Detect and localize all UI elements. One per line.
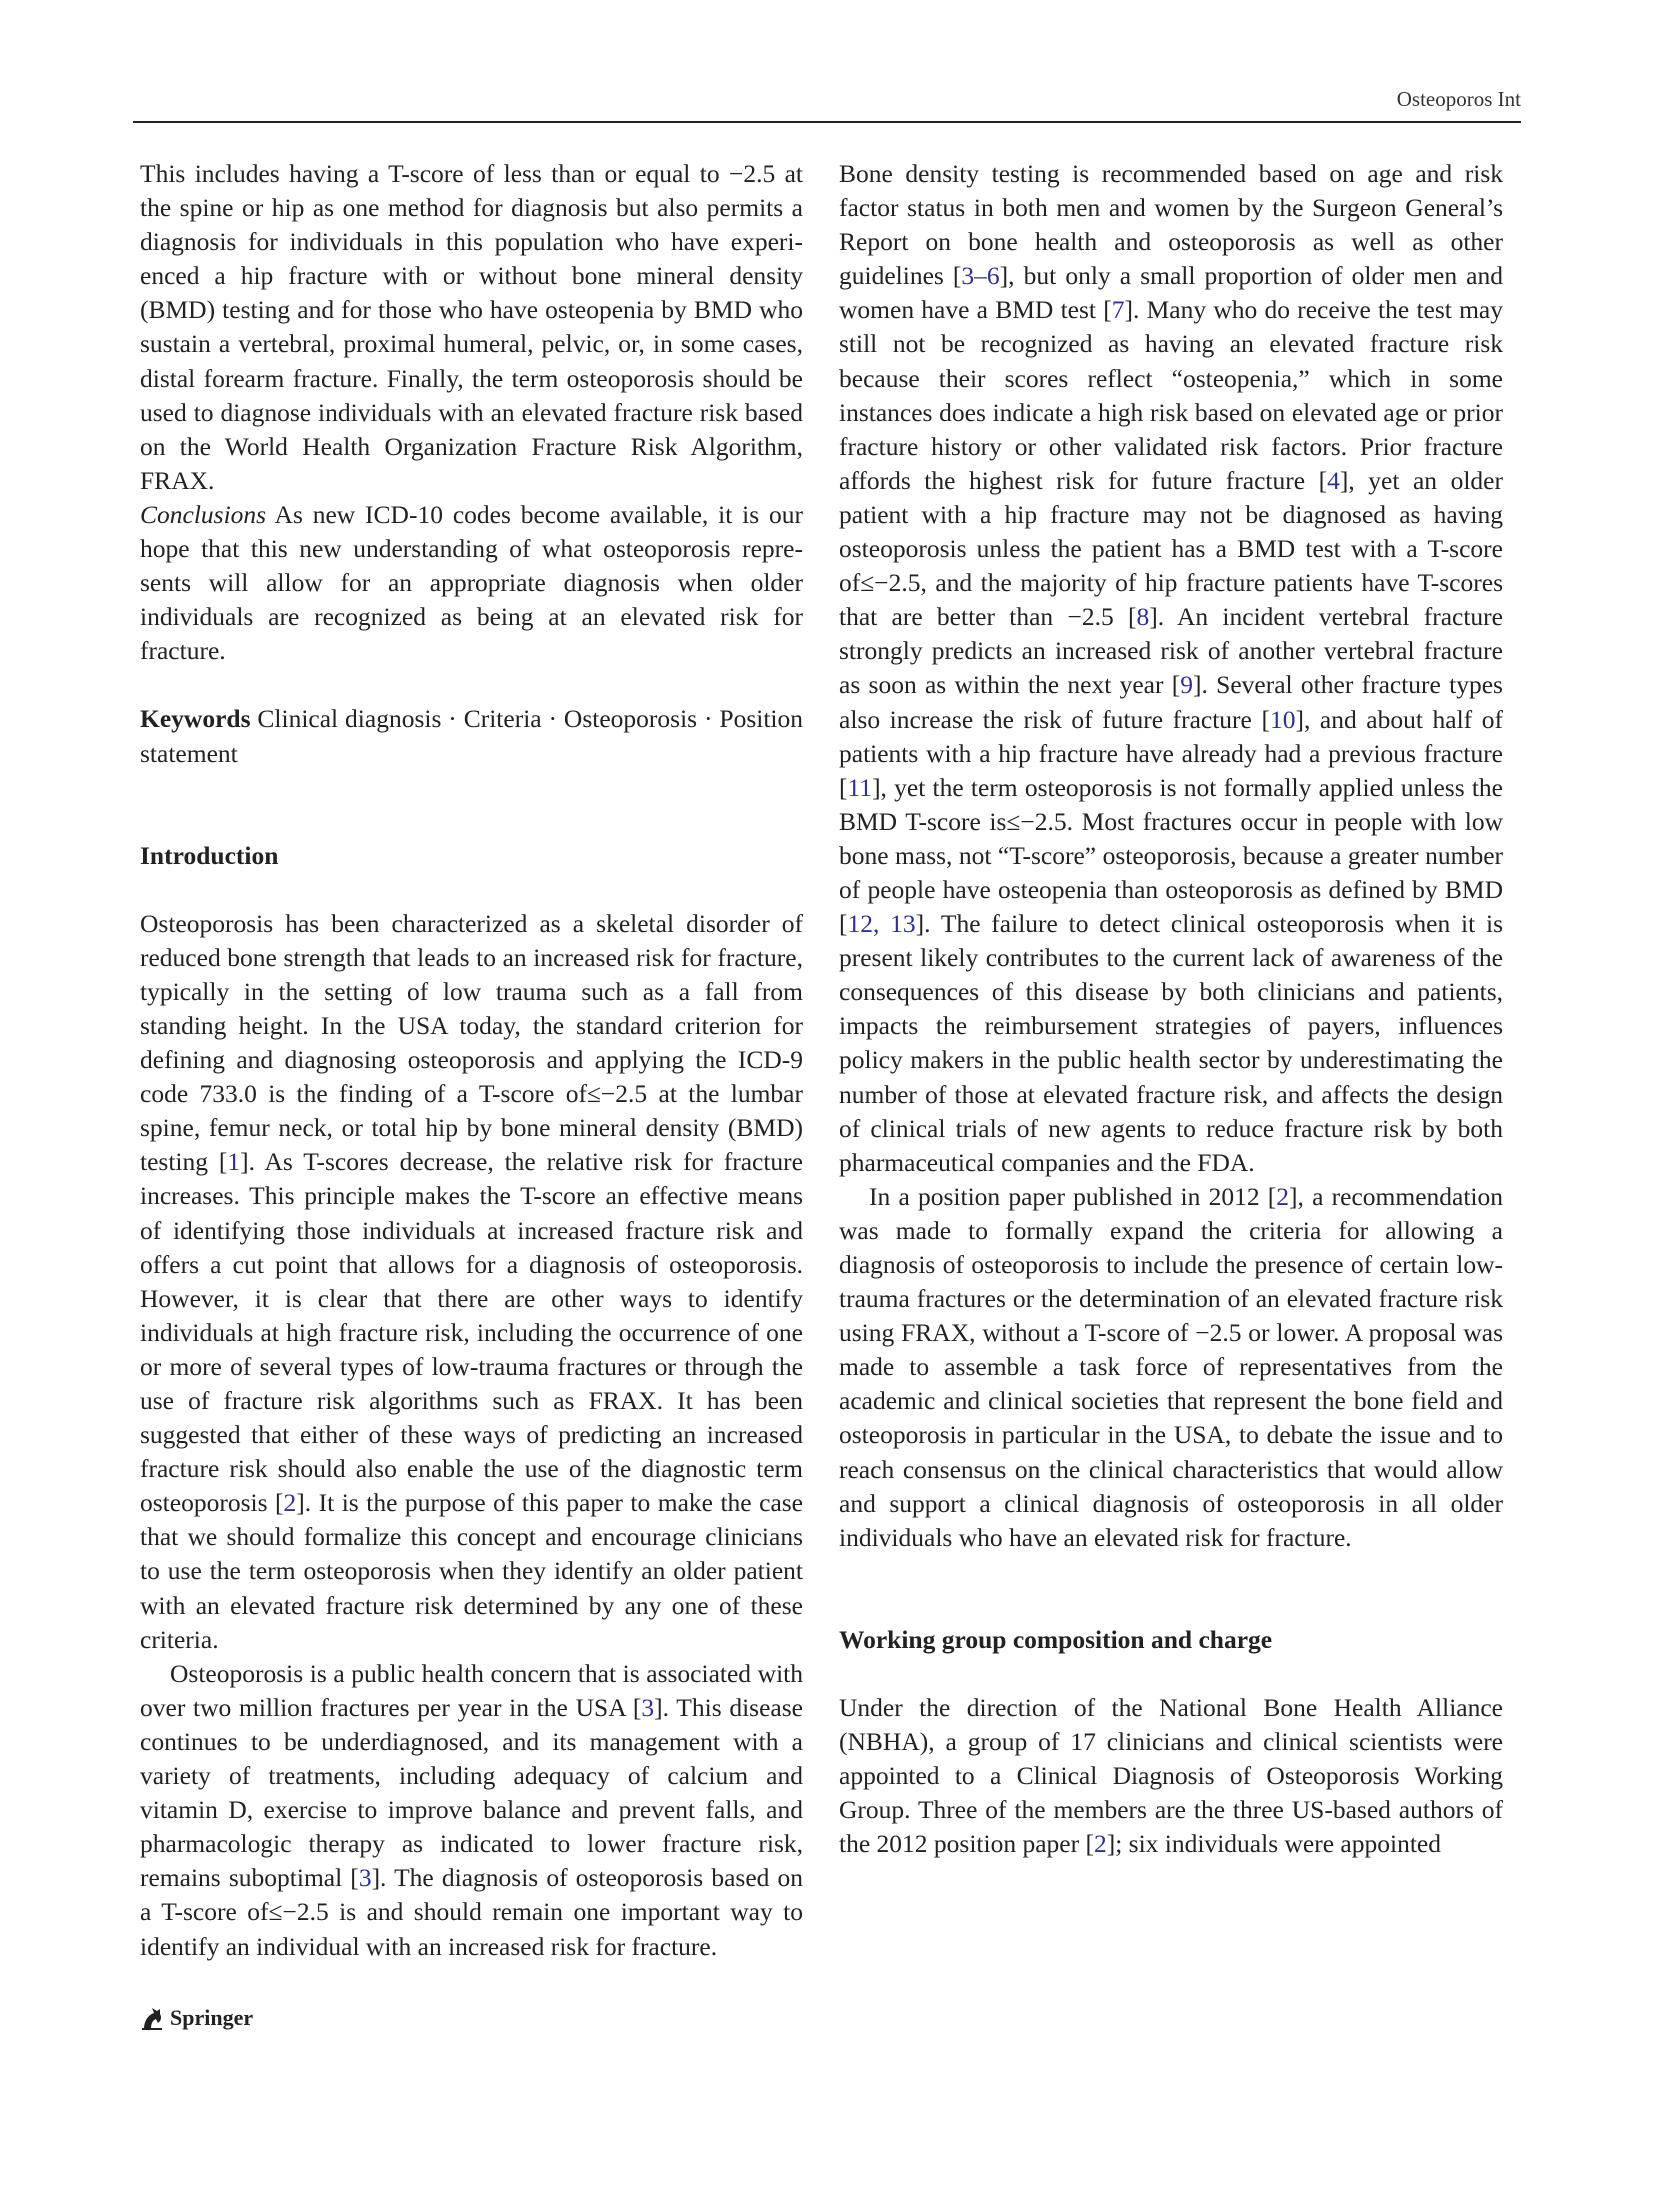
text-run: ], and about half of patients with a hip fracture have already had a previous fracture [ [839,704,1503,802]
intro-paragraph-4 [839,1180,1503,1555]
citation-link[interactable]: 8 [1136,602,1150,632]
citation-link[interactable]: 11 [847,772,873,802]
text-run: Under the direction of the National Bone Health Alliance (NBHA), a group of 17 clinicians and clinical scientists were appointed to a Clinical Diagnosis of Osteoporosis Working Group. Three of the members are the three US-based authors of the 2012 position paper [ [839,1692,1503,1859]
text-run: ]. It is the purpose of this paper to make the case that we should formalize this concept and encourage clinicians to use the term osteoporosis when they identify an older patient with an elevated fracture risk determined by any one of these criteria. [140,1488,804,1654]
keywords-label: Keywords [140,704,251,734]
citation-link[interactable]: 7 [1111,295,1125,325]
citation-link[interactable]: 3 [358,1863,372,1893]
text-run: ]. An incident vertebral fracture strongly predicts an increased risk of another vertebral fracture as soon as within the next year [ [839,602,1503,700]
right-column [839,157,1503,1861]
text-run: ], a recommendation was made to formally expand the criteria for allowing a diagnosis of osteoporosis to include the presence of certain low-trauma fractures or the determination of an elevated fracture risk using FRAX, without a T-score of −2.5 or lower. A proposal was made to assemble a task force of representatives from the academic and clinical societies that represent the bone field and osteoporosis in particular in the USA, to debate the issue and to reach consensus on the clinical characteristics that would allow and support a clinical diagnosis of osteoporosis in all older individuals who have an elevated risk for fracture. [839,1181,1503,1552]
header-rule [133,121,1521,123]
citation-link[interactable]: 9 [1180,670,1194,700]
left-column [140,157,803,1964]
text-run: ], yet the term osteoporosis is not formally applied unless the BMD T-score is≤−2.5. Most fractures occur in people with low bone mass, not “T-score” osteoporosis, because a greater number of people have osteopenia than osteoporosis as defined by BMD [ [839,772,1503,939]
text-run: ]. Many who do receive the test may still not be recognized as having an elevated fracture risk because their scores reflect “osteopenia,” which in some instances does indicate a high risk based on elevated age or prior fracture history or other validated risk factors. Prior fracture affords the highest risk for future fracture [ [839,295,1504,495]
citation-link[interactable]: 2 [1093,1829,1107,1859]
section-heading-introduction: Introduction [140,840,279,870]
text-run: Osteoporosis is a public health concern that is associated with over two million fractures per year in the USA [ [140,1658,803,1722]
citation-link[interactable]: 4 [1327,465,1340,495]
working-group-paragraph-1 [839,1691,1503,1861]
citation-link[interactable]: 10 [1269,704,1296,734]
text-run: ]. The failure to detect clinical osteoporosis when it is present likely contributes to the current lack of awareness of the consequences of this disease by both clinicians and patients, impacts the reimbursement strategies of payers, influences policy makers in the public health sector by underestimating the number of those at elevated fracture risk, and affects the design of clinical trials of new agents to reduce fracture risk by both pharmaceutical companies and the FDA. [839,909,1503,1177]
keywords-text: Clinical diagnosis · Criteria · Osteoporosis · Position statement [140,704,803,768]
intro-paragraph-3 [839,157,1503,1180]
citation-link[interactable]: 3 [641,1692,655,1722]
text-run: ]. Several other fracture types also increase the risk of future fracture [ [839,670,1503,734]
text-run: Bone density testing is recommended based on age and risk factor status in both men and women by the Surgeon General’s Report on bone health and osteoporosis as well as other guidelines [ [839,159,1503,291]
publisher-logo [140,2005,253,2031]
text-run: ]; six individuals were appointed [1106,1829,1441,1859]
conclusions-text: As new ICD-10 codes become available, it is our hope that this new understanding of what osteoporosis represents will allow for an appropriate diagnosis when older individuals are recognized as being at an elevated risk for fracture. [140,499,803,666]
publisher-name: Springer [170,2005,254,2030]
section-heading-working-group: Working group composition and charge [839,1624,1273,1654]
abstract-conclusions [140,498,803,668]
intro-paragraph-1 [140,907,803,1657]
citation-link[interactable]: 1 [227,1147,241,1177]
text-run: ]. The diagnosis of osteoporosis based on a T-score of≤−2.5 is and should remain one important way to identify an individual with an increased risk for fracture. [140,1863,804,1961]
conclusions-label: Conclusions [140,499,267,529]
abstract-results-continued: This includes having a T-score of less than or equal to −2.5 at the spine or hip as one method for diagnosis but also permits a diagnosis for individuals in this population who have experienced a hip fracture with or without bone mineral density (BMD) testing and for those who have osteopenia by BMD who sustain a vertebral, proximal humeral, pelvic, or, in some cases, distal forearm fracture. Finally, the term osteoporosis should be used to diagnose individuals with an elevated fracture risk based on the World Health Organization Fracture Risk Algorithm, FRAX. [140,159,803,495]
text-run: In a position paper published in 2012 [ [869,1181,1277,1211]
text-run: ]. As T-scores decrease, the relative risk for fracture increases. This principle makes the T-score an effective means of identifying those individuals at increased fracture risk and offers a cut point that allows for a diagnosis of osteoporosis. However, it is clear that there are other ways to identify individuals at high fracture risk, including the occurrence of one or more of several types of low-trauma fractures or through the use of fracture risk algorithms such as FRAX. It has been suggested that either of these ways of predicting an increased fracture risk should also enable the use of the diagnostic term osteoporosis [ [140,1147,803,1518]
text-run: ], but only a small proportion of older men and women have a BMD test [ [839,261,1503,325]
keywords [140,702,803,770]
citation-link[interactable]: 2 [1276,1181,1290,1211]
citation-link[interactable]: 3–6 [961,261,1000,291]
citation-link[interactable]: 12, 13 [847,909,916,939]
text-run: ]. This disease continues to be underdiagnosed, and its management with a variety of treatments, including adequacy of calcium and vitamin D, exercise to improve balance and prevent falls, and pharmacologic therapy as indicated to lower fracture risk, remains suboptimal [ [140,1692,803,1893]
running-head-journal: Osteoporos Int [1396,87,1521,111]
text-run: Osteoporosis has been characterized as a skeletal disorder of reduced bone strength that leads to an increased risk for fracture, typically in the setting of low trauma such as a fall from standing height. In the USA today, the standard criterion for defining and diagnosing osteoporosis and applying the ICD-9 code 733.0 is the finding of a T-score of≤−2.5 at the lumbar spine, femur neck, or total hip by bone mineral density (BMD) testing [ [140,908,803,1177]
text-run: ], yet an older patient with a hip fracture may not be diagnosed as having osteoporosis unless the patient has a BMD test with a T-score of≤−2.5, and the majority of hip fracture patients have T-scores that are better than −2.5 [ [839,465,1503,632]
citation-link[interactable]: 2 [283,1488,297,1518]
springer-horse-icon [140,2005,164,2031]
intro-paragraph-2 [140,1657,803,1964]
